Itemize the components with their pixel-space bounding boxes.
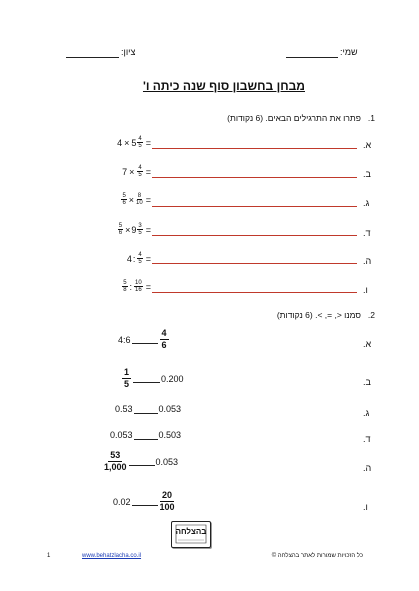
q1-a-op: × bbox=[124, 137, 130, 148]
q2-c-label: ג. bbox=[363, 408, 370, 418]
q1-f-label: ו. bbox=[363, 285, 368, 295]
q1-f-expression bbox=[121, 280, 151, 293]
q2-b-comparison bbox=[121, 368, 184, 389]
q1-a-mixed-whole: 5 bbox=[131, 137, 137, 148]
website-link[interactable]: www.behatzlacha.co.il bbox=[82, 553, 142, 559]
q2-f-right-fraction: $\frac{20}{100}$ bbox=[159, 490, 175, 512]
q1-c-fraction-1: $\frac{5}{6}$ bbox=[122, 193, 126, 206]
q1-c-equals: = bbox=[145, 194, 151, 205]
q1-a-expression bbox=[117, 136, 151, 149]
q1-d-label: ד. bbox=[363, 228, 371, 238]
q2-c-left: 0.53 bbox=[115, 404, 133, 414]
q1-b-op: × bbox=[129, 166, 135, 177]
q2-a-left: 4:6 bbox=[118, 334, 131, 345]
q1-d-answer-line[interactable] bbox=[152, 235, 357, 236]
q2-e-answer-blank[interactable] bbox=[129, 457, 155, 466]
q1-a-fraction: $\frac{4}{5}$ bbox=[138, 136, 142, 149]
q1-f-answer-line[interactable] bbox=[152, 292, 357, 293]
q2-c-comparison bbox=[115, 404, 181, 414]
q1-d-equals: = bbox=[145, 224, 151, 235]
name-field[interactable] bbox=[286, 57, 338, 58]
logo-text: בהצלחה bbox=[175, 527, 207, 536]
q2-b-label: ב. bbox=[363, 377, 371, 387]
q2-d-comparison bbox=[110, 430, 181, 440]
q1-e-expression bbox=[127, 252, 151, 265]
q1-f-fraction-2: $\frac{10}{16}$ bbox=[135, 280, 142, 293]
q1-d-mixed-whole: 9 bbox=[131, 224, 137, 235]
q1-e-answer-line[interactable] bbox=[152, 263, 357, 264]
q1-b-expression bbox=[122, 165, 151, 178]
grade-field[interactable] bbox=[66, 57, 119, 58]
q2-d-left: 0.053 bbox=[110, 430, 133, 440]
q1-a-equals: = bbox=[145, 137, 151, 148]
q1-a-answer-line[interactable] bbox=[152, 148, 357, 149]
q2-a-right-fraction: $\frac{4}{6}$ bbox=[161, 328, 167, 350]
q2-e-left-fraction: $\frac{53}{1,000}$ bbox=[104, 450, 127, 472]
q1-b-label: ב. bbox=[363, 169, 371, 179]
page-title: מבחן בחשבון סוף שנה כיתה ו' bbox=[142, 79, 305, 93]
q1-number: 1. bbox=[367, 113, 375, 123]
q1-c-answer-line[interactable] bbox=[152, 206, 357, 207]
q2-a-label: א. bbox=[363, 339, 372, 349]
q1-b-equals: = bbox=[145, 166, 151, 177]
q1-c-label: ג. bbox=[363, 198, 370, 208]
q1-d-op: × bbox=[125, 224, 131, 235]
q2-f-comparison bbox=[113, 491, 176, 512]
q1-d-fraction-2: $\frac{3}{5}$ bbox=[138, 223, 142, 236]
q2-d-label: ד. bbox=[363, 434, 371, 444]
page-number: 1 bbox=[47, 553, 51, 559]
q1-instructions: פתרו את התרגילים הבאים. (6 נקודות) bbox=[227, 113, 361, 123]
q1-b-answer-line[interactable] bbox=[152, 177, 357, 178]
q2-e-right: 0.053 bbox=[155, 456, 179, 467]
q2-a-answer-blank[interactable] bbox=[132, 335, 158, 344]
q1-c-op: × bbox=[128, 194, 135, 205]
q1-a-whole: 4 bbox=[117, 137, 123, 148]
behatzlacha-logo bbox=[171, 521, 211, 548]
q2-b-left-fraction: $\frac{1}{5}$ bbox=[124, 367, 130, 389]
q1-e-op: : bbox=[132, 253, 136, 264]
q1-e-whole: 4 bbox=[126, 253, 132, 264]
q2-d-answer-blank[interactable] bbox=[134, 431, 158, 440]
q1-f-equals: = bbox=[145, 281, 151, 292]
q2-d-right: 0.503 bbox=[158, 430, 182, 440]
grade-label: ציון: bbox=[121, 47, 136, 57]
q2-b-answer-blank[interactable] bbox=[133, 374, 160, 383]
q1-d-fraction-1: $\frac{5}{6}$ bbox=[118, 223, 123, 236]
q1-f-fraction-1: $\frac{5}{8}$ bbox=[123, 280, 127, 293]
q2-f-left: 0.02 bbox=[113, 496, 131, 507]
q2-a-comparison bbox=[118, 329, 170, 350]
q2-instructions: סמנו <, =, >. (6 נקודות) bbox=[276, 310, 361, 320]
q2-number: 2. bbox=[367, 310, 375, 320]
q1-e-label: ה. bbox=[363, 256, 372, 266]
q1-c-expression bbox=[120, 193, 151, 206]
q1-b-fraction: $\frac{4}{5}$ bbox=[138, 165, 142, 178]
q2-e-label: ה. bbox=[363, 463, 372, 473]
q1-d-expression bbox=[117, 223, 151, 236]
q2-f-label: ו. bbox=[363, 502, 368, 512]
q1-e-fraction: $\frac{4}{5}$ bbox=[138, 252, 142, 265]
q1-a-label: א. bbox=[363, 140, 372, 150]
q2-b-right: 0.200 bbox=[161, 373, 184, 384]
q1-c-fraction-2: $\frac{8}{10}$ bbox=[136, 193, 143, 206]
q2-c-right: 0.053 bbox=[158, 404, 182, 414]
name-label: שמי: bbox=[340, 47, 358, 57]
q1-f-op: : bbox=[129, 281, 133, 292]
q2-c-answer-blank[interactable] bbox=[134, 405, 158, 414]
q1-e-equals: = bbox=[145, 253, 151, 264]
copyright-notice: כל הזכויות שמורות לאתר בהצלחה © bbox=[271, 553, 363, 559]
q1-b-whole: 7 bbox=[122, 166, 128, 177]
q2-f-answer-blank[interactable] bbox=[132, 497, 158, 506]
q2-e-comparison bbox=[103, 451, 178, 472]
